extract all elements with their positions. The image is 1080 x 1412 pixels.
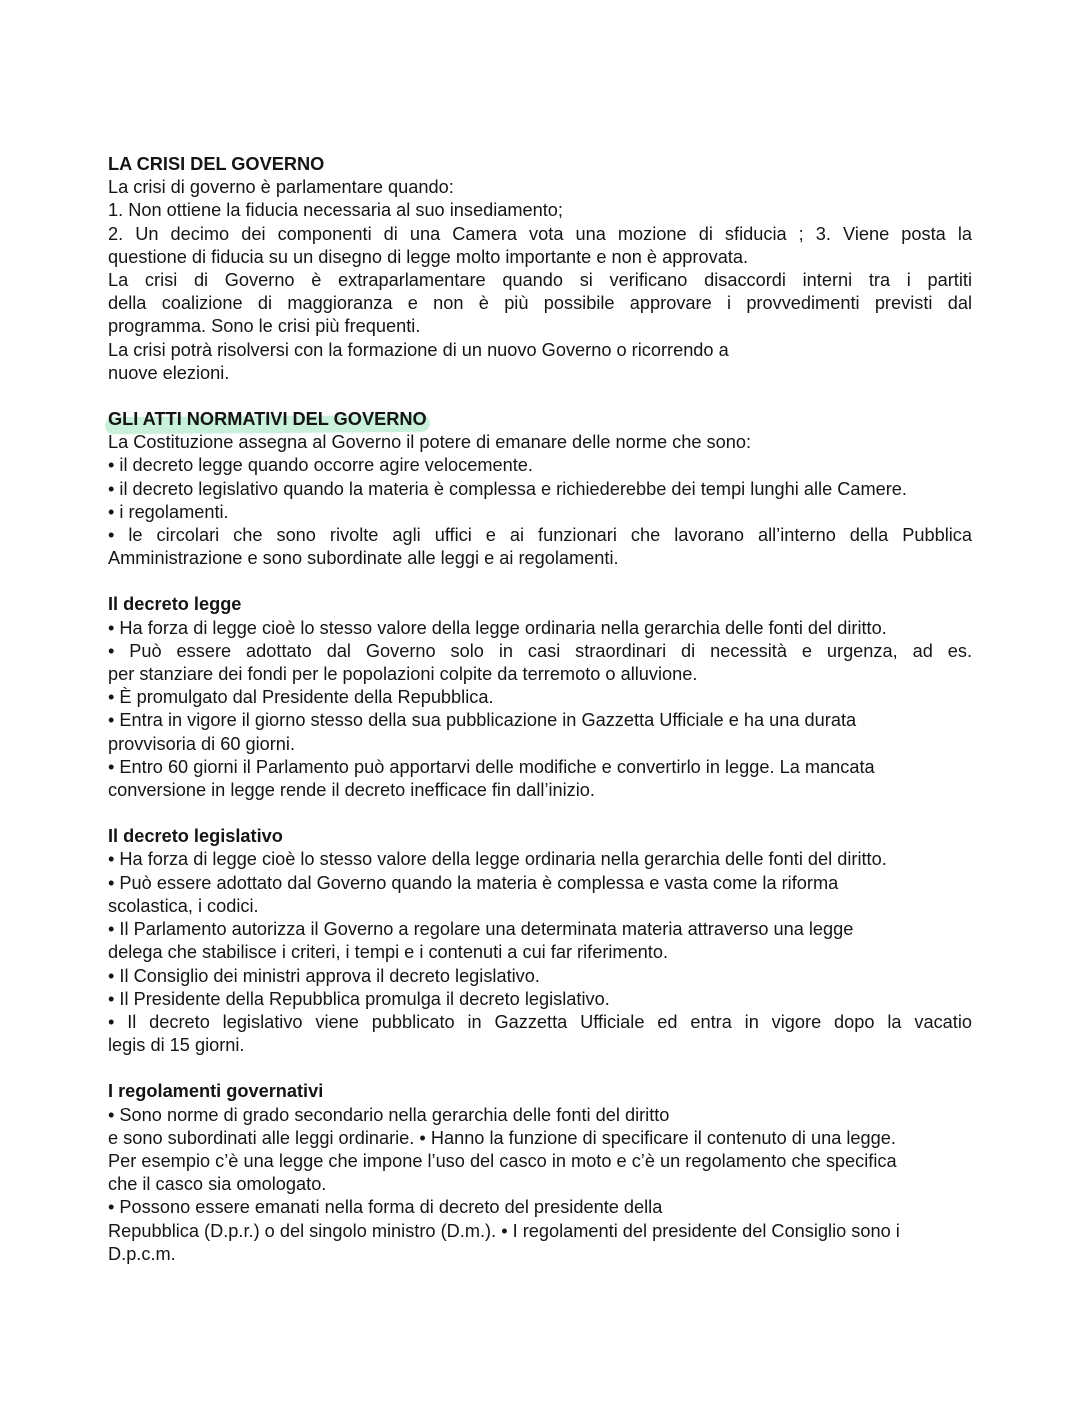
- section-decreto-legislativo: [108, 825, 972, 1057]
- text-line: 2. Un decimo dei componenti di una Camera vota una mozione di sfiducia ; 3. Viene posta la: [108, 223, 972, 244]
- text-line: • Entra in vigore il giorno stesso della sua pubblicazione in Gazzetta Ufficiale e ha una durata: [108, 710, 857, 731]
- text-line: • È promulgato dal Presidente della Repubblica.: [108, 687, 494, 708]
- text-line: • Il decreto legislativo viene pubblicato in Gazzetta Ufficiale ed entra in vigore dopo la vacatio: [108, 1011, 972, 1032]
- text-line: • Ha forza di legge cioè lo stesso valore della legge ordinaria nella gerarchia delle fonti del diritto.: [108, 617, 887, 638]
- section-heading: Il decreto legge: [108, 594, 242, 615]
- text-line: • i regolamenti.: [108, 501, 229, 522]
- text-line: • Il Parlamento autorizza il Governo a regolare una determinata materia attraverso una legge: [108, 919, 854, 940]
- text-line: Per esempio c’è una legge che impone l’uso del casco in moto e c’è un regolamento che specifica: [108, 1150, 897, 1171]
- section-heading: I regolamenti governativi: [108, 1081, 324, 1102]
- text-line: • Ha forza di legge cioè lo stesso valore della legge ordinaria nella gerarchia delle fonti del diritto.: [108, 849, 887, 870]
- highlighted-heading: GLI ATTI NORMATIVI DEL GOVERNO: [108, 408, 427, 431]
- text-line: delega che stabilisce i criteri, i tempi e i contenuti a cui far riferimento.: [108, 942, 669, 963]
- section-decreto-legge: [108, 593, 972, 802]
- text-line: della coalizione di maggioranza e non è più possibile approvare i provvedimenti previsti dal: [108, 293, 972, 314]
- text-line: • il decreto legislativo quando la materia è complessa e richiederebbe dei tempi lunghi alle Camere.: [108, 478, 907, 499]
- text-line: Repubblica (D.p.r.) o del singolo ministro (D.m.). • I regolamenti del presidente del Consiglio sono i: [108, 1220, 900, 1241]
- section-heading: [108, 408, 972, 431]
- text-line: • Può essere adottato dal Governo solo in casi straordinari di necessità e urgenza, ad es.: [108, 640, 972, 661]
- text-line: La crisi di Governo è extraparlamentare quando si verificano disaccordi interni tra i partiti: [108, 270, 972, 291]
- text-line: legis di 15 giorni.: [108, 1035, 245, 1056]
- text-line: • Sono norme di grado secondario nella gerarchia delle fonti del diritto: [108, 1104, 670, 1125]
- section-atti-normativi: [108, 408, 972, 570]
- text-line: che il casco sia omologato.: [108, 1174, 327, 1195]
- text-line: questione di fiducia su un disegno di legge molto importante e non è approvata.: [108, 246, 749, 267]
- text-line: • Entro 60 giorni il Parlamento può apportarvi delle modifiche e convertirlo in legge. La mancata: [108, 756, 875, 777]
- section-regolamenti-governativi: [108, 1080, 972, 1266]
- text-line: nuove elezioni.: [108, 362, 230, 383]
- text-line: D.p.c.m.: [108, 1243, 176, 1264]
- text-line: • Può essere adottato dal Governo quando la materia è complessa e vasta come la riforma: [108, 872, 839, 893]
- document-page: [108, 153, 972, 1266]
- text-line: • le circolari che sono rivolte agli uffici e ai funzionari che lavorano all’interno della Pubblica: [108, 525, 972, 546]
- text-line: e sono subordinati alle leggi ordinarie. • Hanno la funzione di specificare il contenuto di una legge.: [108, 1127, 896, 1148]
- text-line: Amministrazione e sono subordinate alle leggi e ai regolamenti.: [108, 548, 619, 569]
- text-line: La crisi di governo è parlamentare quando:: [108, 177, 454, 198]
- text-line: La crisi potrà risolversi con la formazione di un nuovo Governo o ricorrendo a: [108, 339, 729, 360]
- section-heading: LA CRISI DEL GOVERNO: [108, 154, 325, 174]
- section-crisi-del-governo: [108, 153, 972, 385]
- text-line: scolastica, i codici.: [108, 895, 259, 916]
- text-line: • Possono essere emanati nella forma di decreto del presidente della: [108, 1197, 663, 1218]
- text-line: La Costituzione assegna al Governo il potere di emanare delle norme che sono:: [108, 432, 752, 453]
- text-line: programma. Sono le crisi più frequenti.: [108, 316, 421, 337]
- text-line: • il decreto legge quando occorre agire velocemente.: [108, 455, 533, 476]
- text-line: • Il Presidente della Repubblica promulga il decreto legislativo.: [108, 988, 610, 1009]
- text-line: provvisoria di 60 giorni.: [108, 733, 296, 754]
- text-line: • Il Consiglio dei ministri approva il decreto legislativo.: [108, 965, 540, 986]
- section-heading: Il decreto legislativo: [108, 826, 283, 847]
- text-line: 1. Non ottiene la fiducia necessaria al suo insediamento;: [108, 200, 563, 221]
- text-line: conversione in legge rende il decreto inefficace fin dall’inizio.: [108, 780, 595, 801]
- text-line: per stanziare dei fondi per le popolazioni colpite da terremoto o alluvione.: [108, 664, 698, 685]
